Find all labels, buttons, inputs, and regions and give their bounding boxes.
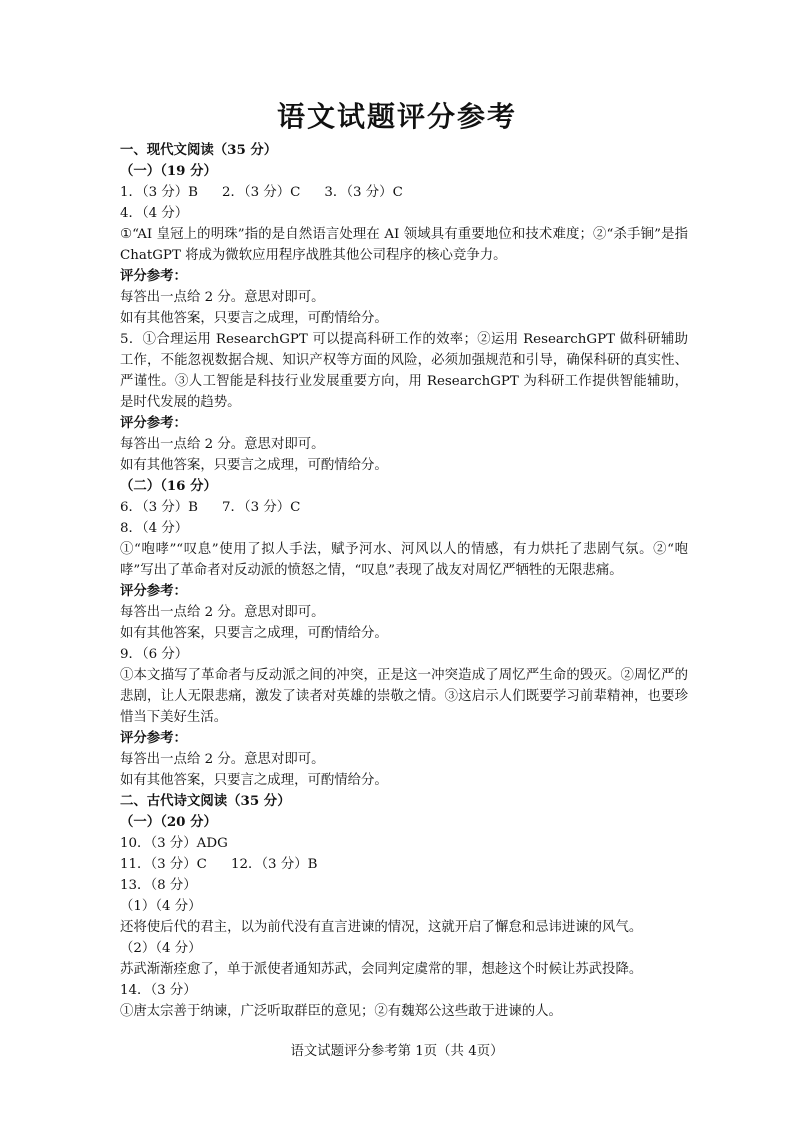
answer-q10: 10．（3 分）ADG (120, 836, 228, 851)
question-header: 4．（4 分） (120, 206, 189, 221)
answer-paragraph: 5．①合理运用 ResearchGPT 可以提高科研工作的效率；②运用 ResearchGPT 做科研辅助工作，不能忽视数据合规、知识产权等方面的风险，必须加强规范和引导，确保科研的真实性、严谨性。③人工智能是科技行业发展重要方向，用 ResearchGPT 为科研工作提供智能辅助，是时代发展的趋势。 (120, 332, 688, 410)
grading-label: 评分参考： (120, 268, 187, 284)
answer-paragraph: ①唐太宗善于纳谏，广泛听取群臣的意见；②有魏郑公这些敢于进谏的人。 (120, 1004, 562, 1019)
question-header: 14．（3 分） (120, 983, 197, 998)
part-heading: （一）（19 分） (120, 163, 217, 179)
grading-note: 如有其他答案，只要言之成理，可酌情给分。 (120, 458, 388, 473)
part-heading: （一）（20 分） (120, 814, 217, 830)
question-header: 9．（6 分） (120, 647, 189, 662)
answer-paragraph: ①本文描写了革命者与反动派之间的冲突，正是这一冲突造成了周忆严生命的毁灭。②周忆严的悲剧，让人无限悲痛，激发了读者对英雄的崇敬之情。③这启示人们既要学习前辈精神，也要珍惜当下美好生活。 (120, 668, 688, 725)
answer-q11: 11．（3 分）C (120, 857, 207, 872)
answer-q1: 1．（3 分）B (120, 185, 198, 200)
document-title: 语文试题评分参考 (276, 100, 517, 133)
answer-paragraph: ①“AI 皇冠上的明珠”指的是自然语言处理在 AI 领域具有重要地位和技术难度；②“杀手锏”是指 ChatGPT 将成为微软应用程序战胜其他公司程序的核心竞争力。 (120, 227, 688, 263)
question-header: 13．（8 分） (120, 878, 197, 893)
grading-note: 每答出一点给 2 分。意思对即可。 (120, 605, 325, 620)
answer-q2: 2．（3 分）C (222, 185, 301, 200)
answer-q12: 12．（3 分）B (230, 857, 318, 872)
answer-paragraph: 还将使后代的君主，以为前代没有直言进谏的情况，这就开启了懈怠和忌讳进谏的风气。 (120, 920, 643, 935)
part-heading: （二）（16 分） (120, 478, 217, 494)
grading-label: 评分参考： (120, 730, 187, 746)
section-heading: 一、现代文阅读（35 分） (120, 142, 278, 158)
grading-label: 评分参考： (120, 583, 187, 599)
grading-note: 每答出一点给 2 分。意思对即可。 (120, 752, 325, 767)
grading-label: 评分参考： (120, 415, 187, 431)
grading-note: 如有其他答案，只要言之成理，可酌情给分。 (120, 311, 388, 326)
answer-paragraph: ①“咆哮”“叹息”使用了拟人手法，赋予河水、河风以人的情感，有力烘托了悲剧气氛。②“咆哮”写出了革命者对反动派的愤怒之情，“叹息”表现了战友对周忆严牺牲的无限悲痛。 (120, 542, 688, 578)
grading-note: 如有其他答案，只要言之成理，可酌情给分。 (120, 626, 388, 641)
answer-q6: 6．（3 分）B (120, 500, 198, 515)
grading-note: 如有其他答案，只要言之成理，可酌情给分。 (120, 773, 388, 788)
page-footer: 语文试题评分参考第 1页（共 4页） (290, 1044, 504, 1059)
answer-row (120, 497, 688, 518)
answer-q3: 3．（3 分）C (324, 185, 403, 200)
document-body (120, 140, 688, 1022)
answer-row (120, 182, 688, 203)
sub-question-header: （2）（4 分） (120, 941, 202, 956)
question-header: 8．（4 分） (120, 521, 189, 536)
grading-note: 每答出一点给 2 分。意思对即可。 (120, 437, 325, 452)
section-heading: 二、古代诗文阅读（35 分） (120, 793, 291, 809)
answer-paragraph: 苏武渐渐痊愈了，单于派使者通知苏武，会同判定虞常的罪，想趁这个时候让苏武投降。 (120, 962, 643, 977)
answer-row (120, 854, 688, 875)
sub-question-header: （1）（4 分） (120, 899, 202, 914)
grading-note: 每答出一点给 2 分。意思对即可。 (120, 290, 325, 305)
answer-q7: 7．（3 分）C (222, 500, 301, 515)
